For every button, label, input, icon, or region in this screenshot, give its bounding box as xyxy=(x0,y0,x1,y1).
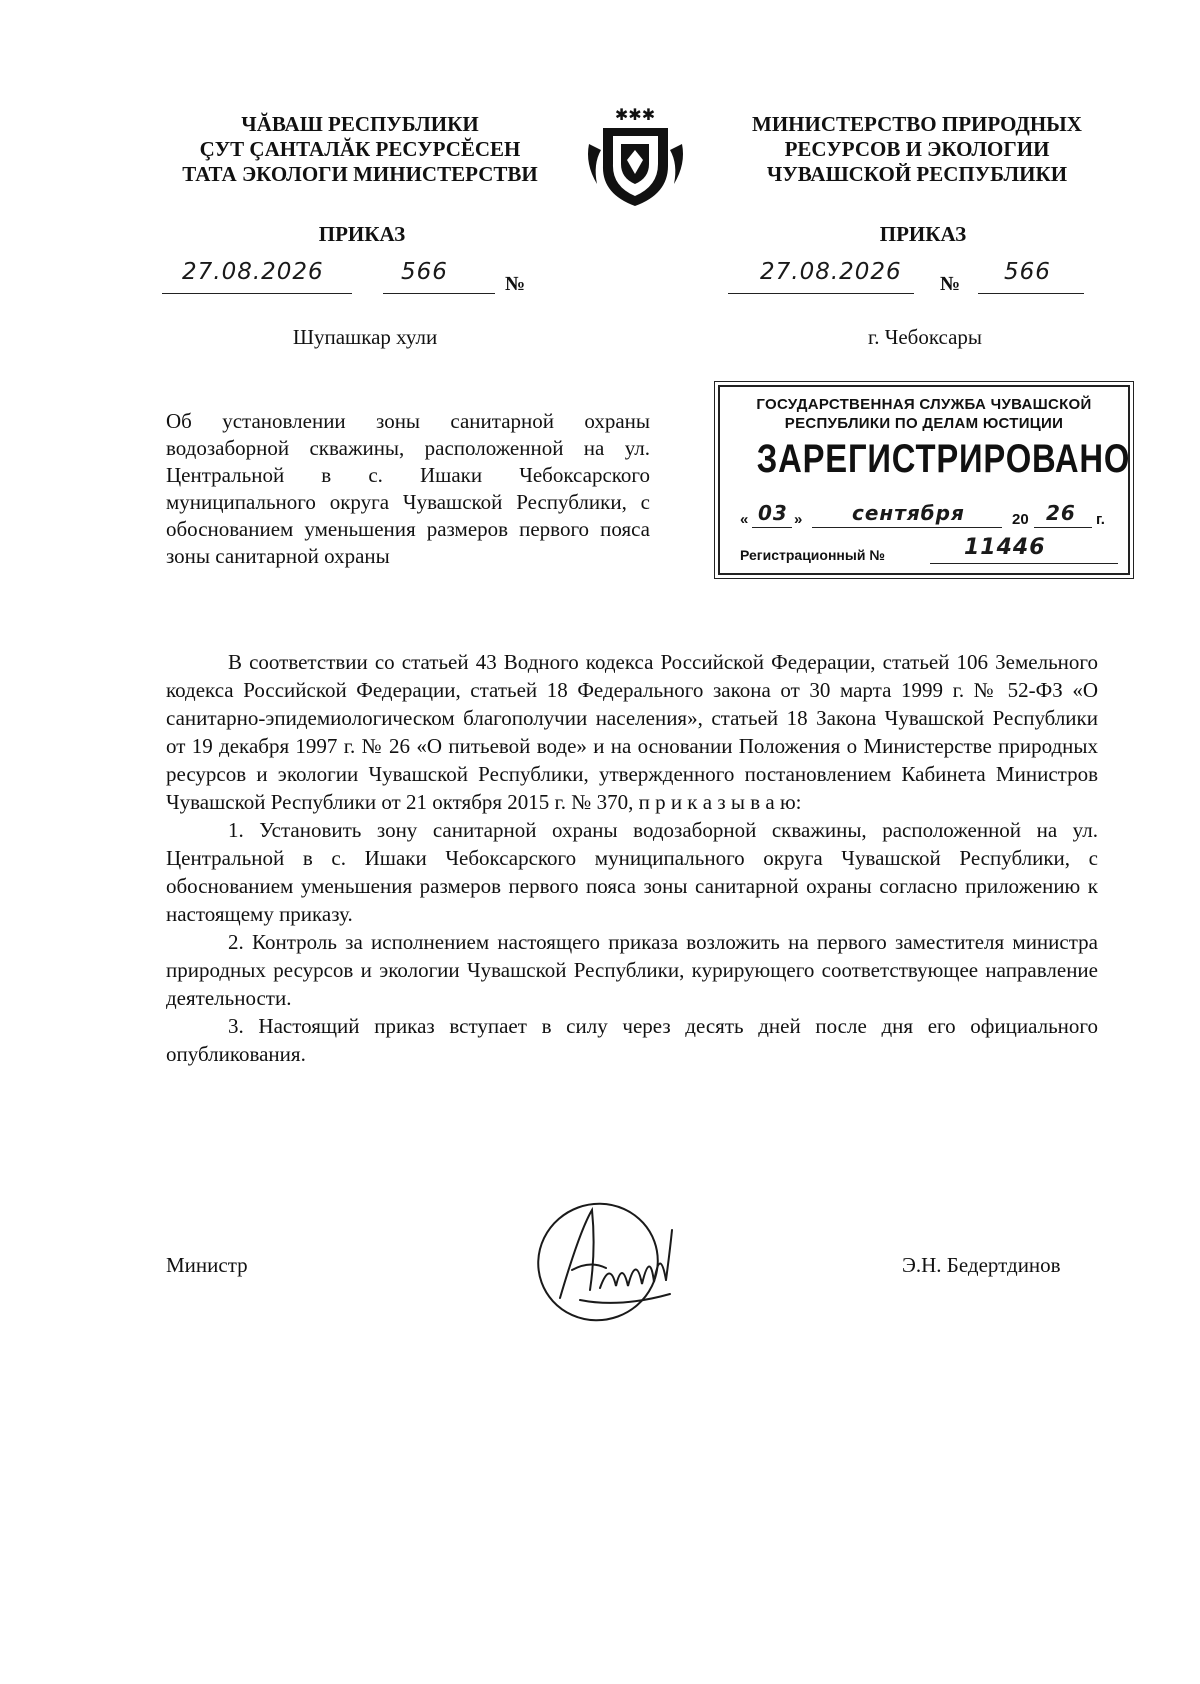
body-item-2: 2. Контроль за исполнением настоящего приказа возложить на первого заместителя министра природных ресурсов и экологии Чувашской Республики, курирующего соответствующее направление деятельности. xyxy=(166,930,1098,1010)
right-date-field xyxy=(728,259,914,294)
order-title-left: ПРИКАЗ xyxy=(318,222,406,246)
left-number-value: 566 xyxy=(401,259,448,285)
chuvash-coat-of-arms-icon xyxy=(583,104,688,210)
stamp-year-field xyxy=(1034,501,1092,528)
header-left-block xyxy=(150,112,570,187)
order-subject: Об установлении зоны санитарной охраны водозаборной скважины, расположенной на ул. Центральной в с. Ишаки Чебоксарского муниципального округа Чувашской Республики, с обоснованием уменьшения размеров первого пояса зоны санитарной охраны xyxy=(166,409,650,568)
body-item-3: 3. Настоящий приказ вступает в силу через десять дней после дня его официального опубликования. xyxy=(166,1014,1098,1066)
stamp-day-field xyxy=(752,501,792,528)
place-left: Шупашкар хули xyxy=(292,325,438,349)
right-number-sign: № xyxy=(940,273,961,295)
stamp-date-row xyxy=(740,501,1120,531)
left-number-field xyxy=(383,259,495,294)
left-date-field xyxy=(162,259,352,294)
right-number-value: 566 xyxy=(1004,259,1051,285)
stamp-year-suffix: г. xyxy=(1096,511,1105,528)
stamp-reg-label: Регистрационный № xyxy=(740,547,885,563)
left-date-value: 27.08.2026 xyxy=(182,259,324,285)
order-body xyxy=(166,648,1098,1068)
body-preamble: В соответствии со статьей 43 Водного кодекса Российской Федерации, статьей 106 Земельного кодекса Российской Федерации, статьей 18 Федерального закона от 30 марта 1999 г. № 52-ФЗ «О санитарно-эпидемиологическом благополучии населения», статьей 18 Закона Чувашской Республики от 19 декабря 1997 г. № 26 «О питьевой воде» и на основании Положения о Министерстве природных ресурсов и экологии Чувашской Республики, утвержденного постановлением Кабинета Министров Чувашской Республики от 21 октября 2015 г. № 370, п р и к а з ы в а ю: xyxy=(166,650,1098,814)
header-left-line-1: ЧĂВАШ РЕСПУБЛИКИ xyxy=(241,112,479,136)
stamp-title: ЗАРЕГИСТРИРОВАНО xyxy=(756,437,1131,481)
order-title-right: ПРИКАЗ xyxy=(879,222,967,246)
stamp-month-field xyxy=(812,501,1002,528)
header-left-line-3: ТАТА ЭКОЛОГИ МИНИСТЕРСТВИ xyxy=(182,162,538,186)
header-right-line-3: ЧУВАШСКОЙ РЕСПУБЛИКИ xyxy=(766,162,1068,186)
registration-stamp xyxy=(718,385,1130,575)
stamp-reg-field xyxy=(930,535,1118,564)
place-right: г. Чебоксары xyxy=(867,325,983,349)
signature-role: Министр xyxy=(166,1253,248,1277)
handwritten-signature-icon xyxy=(520,1190,690,1325)
header-right-block xyxy=(712,112,1122,187)
stamp-quote-open: « xyxy=(740,511,749,528)
stamp-day-value: 03 xyxy=(758,501,788,525)
stamp-reg-row xyxy=(740,535,1120,565)
right-number-field xyxy=(978,259,1084,294)
signature-name: Э.Н. Бедертдинов xyxy=(902,1253,1061,1277)
header-left-line-2: ÇУТ ÇАНТАЛĂК РЕСУРСĔСЕН xyxy=(199,137,521,161)
svg-text:✱✱✱: ✱✱✱ xyxy=(614,105,656,124)
stamp-reg-value: 11446 xyxy=(964,535,1046,560)
body-item-1: 1. Установить зону санитарной охраны водозаборной скважины, расположенной на ул. Центральной в с. Ишаки Чебоксарского муниципального округа Чувашской Республики, с обоснованием уменьшения размеров первого пояса зоны санитарной охраны согласно приложению к настоящему приказу. xyxy=(166,818,1098,926)
stamp-quote-close: » xyxy=(794,511,803,528)
header-right-line-1: МИНИСТЕРСТВО ПРИРОДНЫХ xyxy=(752,112,1082,136)
stamp-year-prefix: 20 xyxy=(1012,511,1029,528)
left-number-sign: № xyxy=(505,273,526,295)
stamp-month-value: сентября xyxy=(852,501,965,525)
stamp-line-1: ГОСУДАРСТВЕННАЯ СЛУЖБА ЧУВАШСКОЙ xyxy=(756,396,1092,413)
stamp-year-value: 26 xyxy=(1046,501,1076,525)
right-date-value: 27.08.2026 xyxy=(760,259,902,285)
stamp-line-2: РЕСПУБЛИКИ ПО ДЕЛАМ ЮСТИЦИИ xyxy=(784,415,1064,432)
header-right-line-2: РЕСУРСОВ И ЭКОЛОГИИ xyxy=(784,137,1050,161)
